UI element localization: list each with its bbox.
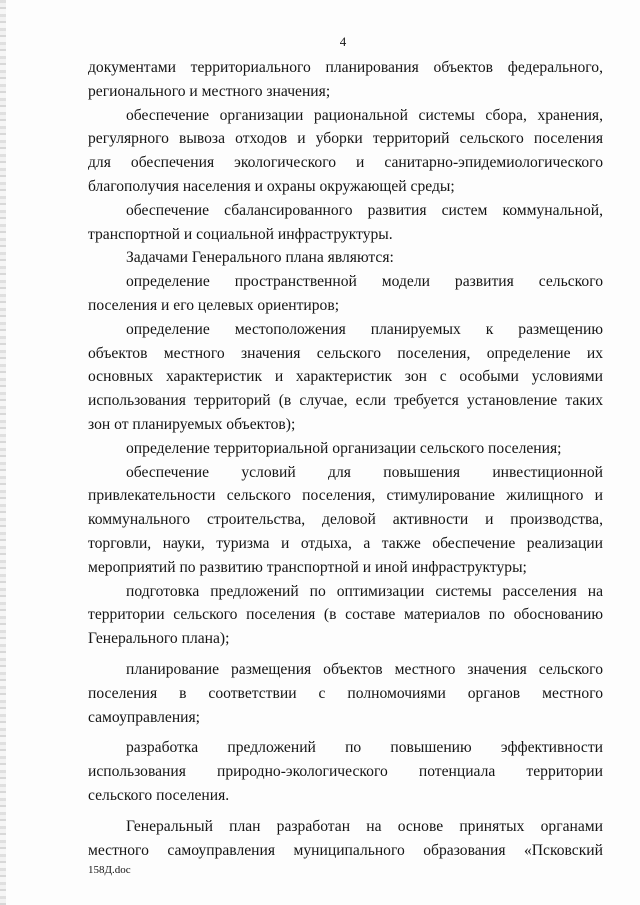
document-body <box>88 56 603 862</box>
text-line: территории сельского поселения (в составе материалов по обоснованию <box>88 606 603 624</box>
text-line: торговли, науки, туризма и отдыха, а также обеспечение реализации <box>88 534 603 552</box>
text-line: основных характеристик и характеристик зон с особыми условиями <box>88 368 603 386</box>
text-line: зон от планируемых объектов); <box>88 415 296 433</box>
text-line: привлекательности сельского поселения, стимулирование жилищного и <box>88 487 603 505</box>
text-line: документами территориального планирования объектов федерального, <box>88 59 603 76</box>
text-line: определение местоположения планируемых к размещению <box>126 320 603 338</box>
text-line: коммунального строительства, деловой активности и производства, <box>88 511 603 529</box>
paragraph-gap <box>88 651 603 658</box>
text-line: использования территорий (в случае, если требуется установление таких <box>88 392 603 410</box>
text-line: мероприятий по развитию транспортной и иной инфраструктуры; <box>88 558 527 576</box>
page-number: 4 <box>339 34 347 49</box>
text-line: регионального и местного значения; <box>88 82 331 100</box>
text-line: обеспечение сбалансированного развития систем коммунальной, <box>126 201 603 219</box>
text-line: транспортной и социальной инфраструктуры. <box>88 225 393 243</box>
text-line: поселения и его целевых ориентиров; <box>88 296 340 314</box>
text-line: Задачами Генерального плана являются: <box>126 249 394 267</box>
text-line: подготовка предложений по оптимизации системы расселения на <box>126 582 603 600</box>
text-line: Генеральный план разработан на основе принятых органами <box>126 817 603 835</box>
paragraph-gap <box>88 808 603 815</box>
text-line: планирование размещения объектов местного значения сельского <box>126 660 603 678</box>
text-line: для обеспечения экологического и санитарно-эпидемиологического <box>88 154 603 172</box>
text-line: местного самоуправления муниципального образования «Псковский <box>88 841 603 859</box>
text-line: определение пространственной модели развития сельского <box>126 273 603 291</box>
text-line: обеспечение условий для повышения инвестиционной <box>126 463 603 481</box>
file-name-footer: 158Д.doc <box>88 864 131 876</box>
text-line: объектов местного значения сельского поселения, определение их <box>88 344 603 362</box>
text-line: регулярного вывоза отходов и уборки территорий сельского поселения <box>88 130 603 148</box>
paragraph-gap <box>88 729 603 736</box>
scan-edge <box>0 0 6 905</box>
text-line: обеспечение организации рациональной системы сбора, хранения, <box>126 106 603 124</box>
text-line: использования природно-экологического потенциала территории <box>88 763 603 781</box>
text-line: разработка предложений по повышению эффективности <box>126 739 603 757</box>
text-line: сельского поселения. <box>88 786 230 804</box>
text-line: определение территориальной организации сельского поселения; <box>126 439 562 457</box>
text-line: самоуправления; <box>88 708 201 726</box>
text-line: поселения в соответствии с полномочиями органов местного <box>88 684 603 702</box>
text-line: Генерального плана); <box>88 630 230 648</box>
text-line: благополучия населения и охраны окружающей среды; <box>88 177 455 195</box>
